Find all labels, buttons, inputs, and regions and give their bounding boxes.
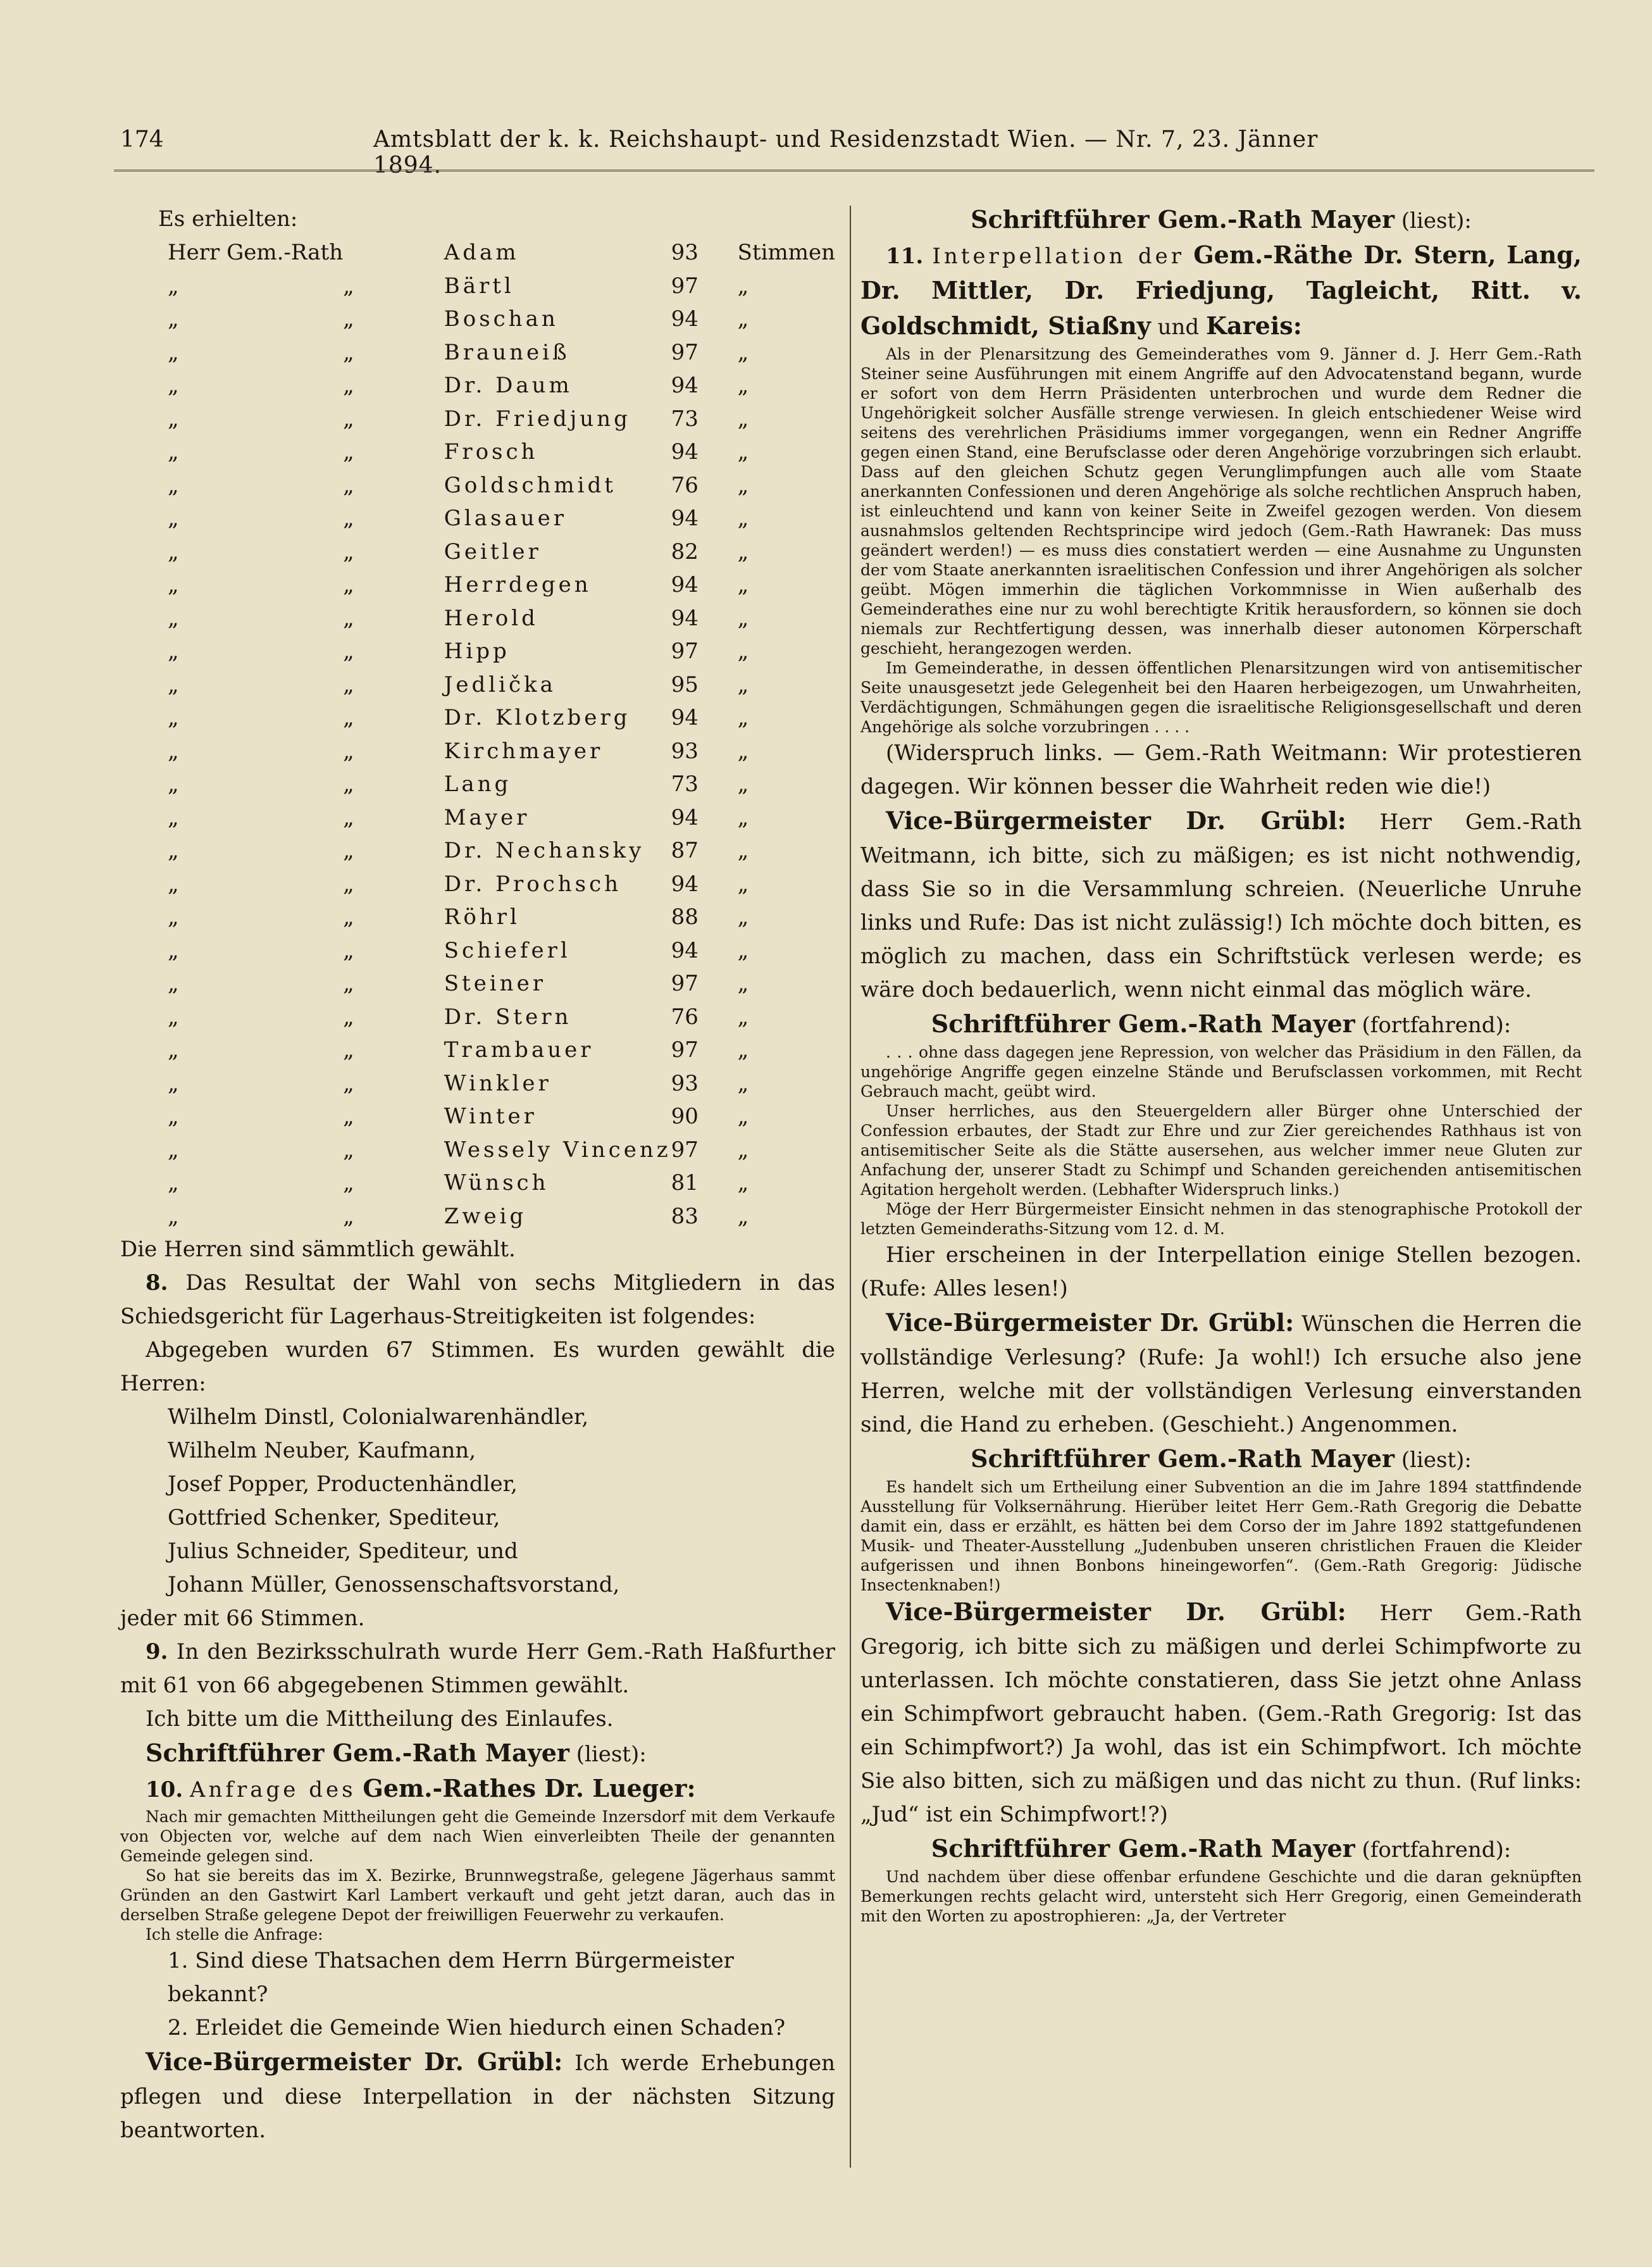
speech-text: Herr Gem.-Rath Weitmann, ich bitte, sich zu mäßigen; es ist nicht nothwendig, dass Sie so in die Versammlung schreien. (Neuerliche Unruhe links und Rufe: Das ist nicht zulässig!) Ich möchte doch bitten, es möglich zu machen, dass ein Schriftstück verlesen werde; es wäre doch bedauerlich, wenn nicht einmal das möglich wäre.: [860, 809, 1582, 1002]
vote-unit: „: [737, 1037, 749, 1063]
vote-unit: „: [737, 306, 749, 332]
vote-count: 97: [671, 1137, 699, 1163]
vote-ditto: „: [343, 671, 354, 697]
vote-ditto: „: [343, 1104, 354, 1130]
vote-unit: „: [737, 671, 749, 697]
vote-honorific: „: [168, 539, 179, 565]
vote-row: [168, 403, 835, 436]
elected-name: Julius Schneider, Spediteur, und: [168, 1539, 518, 1564]
vote-unit: „: [737, 639, 749, 665]
vote-unit: „: [737, 838, 749, 864]
interjection: Hier erscheinen in der Interpellation einige Stellen bezogen. (Rufe: Alles lesen!): [860, 1242, 1582, 1301]
vote-ditto: „: [343, 1004, 354, 1030]
item-11-last: Kareis:: [1206, 311, 1302, 340]
vote-row: [168, 303, 835, 336]
item-11-und: und: [1157, 315, 1200, 340]
vote-row: [168, 934, 835, 968]
item-11-paragraph: Als in der Plenarsitzung des Gemeinderathes vom 9. Jänner d. J. Herr Gem.-Rath Steiner seine Ausführungen mit einem Angriffe auf den Advocatenstand begann, wurde er sofort von dem Herrn Präsidenten unterbrochen und wurde dem Redner die Ungehörigkeit solcher Ausfälle strenge verwiesen. In gleich entschiedener Weise wird seitens des verehrlichen Präsidiums immer vorgegangen, wenn ein Redner Angriffe gegen einen Stand, eine Berufsclasse oder deren Angehörige vorzubringen sich erlaubt. Dass auf den gleichen Schutz gegen Verunglimpfungen auch alle vom Staate anerkannten Confessionen und deren Angehörige als solche rechtlichen Anspruch haben, ist einleuchtend und kann von keiner Seite in Zweifel gezogen werden. Von diesem ausnahmslos geltenden Rechtsprincipe wird jedoch (Gem.-Rath Hawranek: Das muss geändert werden!) — es muss dies constatiert werden — eine Ausnahme zu Ungunsten der vom Staate anerkannten israelitischen Confession und ihrer Angehörigen als solcher geübt. Mögen immerhin die täglichen Vorkommnisse in Wien außerhalb des Gemeinderathes eine nur zu wohl berechtigte Kritik herausfordern, so können sie doch niemals zur Rechtfertigung dessen, was innerhalb dieser autonomen Körperschaft geschieht, herangezogen werden.: [860, 345, 1582, 658]
vote-ditto: „: [343, 1203, 354, 1229]
vote-count: 97: [671, 971, 699, 997]
vote-unit: „: [737, 406, 749, 432]
left-column: [120, 203, 835, 2147]
vote-row: [168, 701, 835, 735]
page-number: 174: [120, 127, 164, 153]
vote-row: [168, 1034, 835, 1067]
vote-name: Trambauer: [444, 1037, 594, 1063]
speech-text: Herr Gem.-Rath Gregorig, ich bitte sich zu mäßigen und derlei Schimpfworte zu unterlassen. Ich möchte constatieren, dass Sie jetzt ohne Anlass ein Schimpfwort gebraucht haben. (Gem.-Rath Gregorig: Ist das ein Schimpfwort?) Ja wohl, das ist ein Schimpfwort. Ich möchte Sie also bitten, sich zu mäßigen und das nicht zu thun. (Ruf links: „Jud“ ist ein Schimpfwort!?): [860, 1601, 1582, 1827]
vote-row: [168, 236, 835, 270]
speaker-name: Vice-Bürgermeister Dr. Grübl:: [146, 2047, 563, 2076]
item-10-number: 10.: [146, 1777, 183, 1802]
vote-ditto: „: [343, 572, 354, 598]
item-10-paragraph: Nach mir gemachten Mittheilungen geht die Gemeinde Inzersdorf mit dem Verkaufe von Objecten vor, welche auf dem nach Wien einverleibten Theile der genannten Gemeinde gelegen sind.: [120, 1808, 835, 1865]
vote-row: [168, 270, 835, 303]
vote-unit: „: [737, 439, 749, 465]
vote-row: [168, 901, 835, 934]
vote-row: [168, 1067, 835, 1101]
item-10-speaker: Gem.-Rathes Dr. Lueger:: [363, 1774, 696, 1802]
vote-count: 93: [671, 1070, 699, 1096]
speaker-name: Vice-Bürgermeister Dr. Grübl:: [886, 1597, 1346, 1626]
vote-name: Winter: [444, 1104, 537, 1130]
vote-count: 94: [671, 871, 699, 897]
speaker-note: (fortfahrend):: [1362, 1837, 1512, 1863]
item-11-prefix: Interpellation der: [932, 244, 1184, 269]
speaker-note: (liest):: [1401, 1447, 1472, 1473]
vote-row: [168, 535, 835, 569]
vote-unit: „: [737, 871, 749, 897]
vote-name: Schieferl: [444, 937, 571, 963]
vote-ditto: „: [343, 639, 354, 665]
vote-name: Boschan: [444, 306, 559, 332]
vote-unit: „: [737, 1137, 749, 1163]
vote-unit: „: [737, 539, 749, 565]
elected-line: Die Herren sind sämmtlich gewählt.: [120, 1237, 516, 1262]
vote-count: 94: [671, 705, 699, 731]
votes-table: [168, 236, 835, 1233]
vote-unit: „: [737, 1203, 749, 1229]
vote-unit: „: [737, 738, 749, 764]
publication-title: Amtsblatt der k. k. Reichshaupt- und Residenzstadt Wien. — Nr. 7, 23. Jänner 1894.: [373, 127, 1319, 178]
vote-count: 97: [671, 273, 699, 299]
item-8-end: jeder mit 66 Stimmen.: [120, 1606, 365, 1631]
secretary-continues-1: [860, 1007, 1582, 1042]
item-9-text: In den Bezirksschulrath wurde Herr Gem.-Rath Haßfurther mit 61 von 66 abgegebenen Stimmen gewählt.: [120, 1639, 835, 1698]
vote-count: 94: [671, 506, 699, 532]
vote-count: 93: [671, 240, 699, 266]
vote-name: Dr. Nechansky: [444, 838, 645, 864]
vote-honorific: „: [168, 439, 179, 465]
item-10-paragraph: So hat sie bereits das im X. Bezirke, Brunnwegstraße, gelegene Jägerhaus sammt Gründen an den Gastwirt Karl Lambert verkauft und geht jetzt daran, auch das in derselben Straße gelegene Depot der freiwilligen Feuerwehr zu verkaufen.: [120, 1866, 835, 1924]
vote-name: Dr. Friedjung: [444, 406, 631, 432]
vote-name: Geitler: [444, 539, 542, 565]
vote-honorific: „: [168, 339, 179, 365]
right-column: [860, 203, 1582, 1926]
vote-unit: „: [737, 705, 749, 731]
vote-count: 90: [671, 1104, 699, 1130]
vote-ditto: „: [343, 871, 354, 897]
vote-row: [168, 834, 835, 868]
vote-honorific: „: [168, 406, 179, 432]
vice-mayor-reply-4: [860, 1595, 1582, 1832]
vote-honorific: Herr Gem.-Rath: [168, 240, 344, 266]
column-divider: [850, 206, 851, 2168]
vote-honorific: „: [168, 373, 179, 399]
header-rule: [114, 170, 1594, 172]
vote-row: [168, 735, 835, 768]
votes-intro: Es erhielten:: [158, 206, 298, 232]
vote-honorific: „: [168, 605, 179, 631]
vote-unit: „: [737, 572, 749, 598]
vote-ditto: „: [343, 439, 354, 465]
speaker-name: Schriftführer Gem.-Rath Mayer: [931, 1009, 1355, 1038]
interpellation-paragraph: Möge der Herr Bürgermeister Einsicht nehmen in das stenographische Protokoll der letzten Gemeinderaths-Sitzung vom 12. d. M.: [860, 1200, 1582, 1238]
vote-count: 82: [671, 539, 699, 565]
vote-count: 94: [671, 605, 699, 631]
vote-ditto: „: [343, 339, 354, 365]
vote-unit: „: [737, 1070, 749, 1096]
vote-unit: „: [737, 339, 749, 365]
vote-row: [168, 336, 835, 370]
vote-unit: „: [737, 605, 749, 631]
vote-count: 97: [671, 639, 699, 665]
item-9: [120, 1635, 835, 1702]
secretary-continues-2: [860, 1832, 1582, 1867]
elected-name: Wilhelm Dinstl, Colonialwarenhändler,: [168, 1404, 589, 1430]
vote-ditto: „: [343, 605, 354, 631]
vote-honorific: „: [168, 273, 179, 299]
vote-row: [168, 1200, 835, 1233]
vote-count: 87: [671, 838, 699, 864]
vote-name: Dr. Klotzberg: [444, 705, 631, 731]
speaker-name: Schriftführer Gem.-Rath Mayer: [146, 1739, 569, 1767]
speech-text: Wünschen die Herren die vollständige Verlesung? (Rufe: Ja wohl!) Ich ersuche also jene Herren, welche mit der vollständigen Verlesung einverstanden sind, die Hand zu erheben. (Geschieht.) Angenommen.: [860, 1311, 1582, 1437]
vote-ditto: „: [343, 705, 354, 731]
vote-ditto: „: [343, 1170, 354, 1196]
item-11-number: 11.: [886, 244, 924, 269]
vote-count: 81: [671, 1170, 699, 1196]
vote-ditto: „: [343, 804, 354, 830]
interpellation-paragraph: . . . ohne dass dagegen jene Repression, von welcher das Präsidium in den Fällen, da ungehörige Angriffe gegen einzelne Stände und Berufsclassen vorkommen, mit Recht Gebrauch macht, geübt wird.: [860, 1043, 1582, 1101]
vote-honorific: „: [168, 1104, 179, 1130]
vote-honorific: „: [168, 306, 179, 332]
vote-honorific: „: [168, 1137, 179, 1163]
vote-count: 73: [671, 406, 699, 432]
vote-row: [168, 1166, 835, 1200]
vote-name: Winkler: [444, 1070, 552, 1096]
vote-name: Goldschmidt: [444, 472, 616, 498]
vote-name: Hipp: [444, 639, 510, 665]
vote-unit: „: [737, 771, 749, 797]
vote-ditto: „: [343, 273, 354, 299]
speech-text: Ich werde Erhebungen pflegen und diese Interpellation in der nächsten Sitzung beantworten.: [120, 2051, 835, 2143]
vote-name: Steiner: [444, 971, 546, 997]
vote-name: Frosch: [444, 439, 538, 465]
vote-honorific: „: [168, 937, 179, 963]
vote-row: [168, 1001, 835, 1034]
vote-row: [168, 868, 835, 901]
question-2: 2. Erleidet die Gemeinde Wien hiedurch einen Schaden?: [168, 2015, 786, 2040]
elected-name: Josef Popper, Productenhändler,: [168, 1471, 518, 1497]
item-8-votes: Abgegeben wurden 67 Stimmen. Es wurden gewählt die Herren:: [120, 1337, 835, 1396]
item-8-text: Das Resultat der Wahl von sechs Mitgliedern in das Schiedsgericht für Lagerhaus-Streitigkeiten ist folgendes:: [120, 1270, 835, 1329]
vote-count: 88: [671, 904, 699, 930]
interpellation-paragraph: Unser herrliches, aus den Steuergeldern aller Bürger ohne Unterschied der Confession erbautes, der Stadt zur Ehre und zur Zier gereichendes Rathhaus ist von antisemitischer Seite als die Stätte ausersehen, aus welcher immer neue Gluten zur Anfachung der, unserer Stadt zu Schimpf und Schanden gereichenden antisemitischen Agitation hergeholt werden. (Lebhafter Widerspruch links.): [860, 1102, 1582, 1199]
vote-unit: „: [737, 1004, 749, 1030]
vote-ditto: „: [343, 838, 354, 864]
vice-mayor-reply-3: [860, 1306, 1582, 1442]
vote-honorific: „: [168, 639, 179, 665]
vote-row: [168, 435, 835, 469]
vote-ditto: „: [343, 738, 354, 764]
item-10-heading: [120, 1771, 835, 1807]
vote-honorific: „: [168, 1203, 179, 1229]
vote-honorific: „: [168, 904, 179, 930]
vote-ditto: „: [343, 771, 354, 797]
vote-name: Herrdegen: [444, 572, 592, 598]
elected-name: Gottfried Schenker, Spediteur,: [168, 1505, 500, 1530]
vice-mayor-reply-1: [120, 2045, 835, 2147]
vote-ditto: „: [343, 539, 354, 565]
vote-ditto: [343, 236, 444, 270]
vote-honorific: „: [168, 1037, 179, 1063]
vote-row: [168, 369, 835, 403]
elected-names: [120, 1401, 835, 1602]
vote-name: Wünsch: [444, 1170, 549, 1196]
vote-ditto: „: [343, 373, 354, 399]
vote-unit: „: [737, 373, 749, 399]
vote-honorific: „: [168, 572, 179, 598]
interpellation-paragraph: Und nachdem über diese offenbar erfundene Geschichte und die daran geknüpften Bemerkungen rechts gelacht wird, untersteht sich Herr Gregorig, einen Gemeinderath mit den Worten zu apostrophieren: „Ja, der Vertreter: [860, 1868, 1582, 1925]
item-11-paragraph: Im Gemeinderathe, in dessen öffentlichen Plenarsitzungen wird von antisemitischer Seite unausgesetzt jede Gelegenheit bei den Haaren herbeigezogen, um Unwahrheiten, Verdächtigungen, Schmähungen gegen die israelitische Religionsgesellschaft und deren Angehörige als solche vorzubringen . . . .: [860, 659, 1582, 736]
speaker-name: Schriftführer Gem.-Rath Mayer: [971, 1444, 1395, 1473]
vote-honorific: „: [168, 771, 179, 797]
vote-row: [168, 602, 835, 635]
vote-name: Glasauer: [444, 506, 568, 532]
question-1: 1. Sind diese Thatsachen dem Herrn Bürgermeister bekannt?: [168, 1948, 734, 2007]
vote-row: [168, 1100, 835, 1134]
vote-count: 73: [671, 771, 699, 797]
vote-ditto: „: [343, 971, 354, 997]
item-9-number: 9.: [146, 1639, 168, 1664]
vote-name: Bärtl: [444, 273, 514, 299]
vote-unit: „: [737, 472, 749, 498]
vote-honorific: „: [168, 871, 179, 897]
vote-honorific: „: [168, 1170, 179, 1196]
item-9-request: Ich bitte um die Mittheilung des Einlaufes.: [146, 1706, 614, 1732]
vote-name: Herold: [444, 605, 538, 631]
speaker-name: Vice-Bürgermeister Dr. Grübl:: [886, 1308, 1295, 1337]
vote-honorific: „: [168, 506, 179, 532]
vote-unit: „: [737, 971, 749, 997]
interpellation-paragraph: Es handelt sich um Ertheilung einer Subvention an die im Jahre 1894 stattfindende Ausstellung für Volksernährung. Hierüber leitet Herr Gem.-Rath Gregorig die Debatte damit ein, dass er erzählt, es hätten bei dem Corso der im Jahre 1892 stattgefundenen Musik- und Theater-Ausstellung „Judenbuben unseren christlichen Frauen die Kleider aufgerissen und ihnen Bonbons hineingeworfen“. (Gem.-Rath Gregorig: Jüdische Insectenknaben!): [860, 1478, 1582, 1594]
vote-name: Mayer: [444, 804, 530, 830]
speaker-name: Schriftführer Gem.-Rath Mayer: [931, 1834, 1355, 1863]
vote-ditto: „: [343, 1137, 354, 1163]
vote-name: Dr. Prochsch: [444, 871, 622, 897]
vote-ditto: „: [343, 506, 354, 532]
secretary-reads-1: [120, 1736, 835, 1771]
item-11-speakers: Gem.-Räthe Dr. Stern, Lang, Dr. Mittler, Dr. Friedjung, Tagleicht, Ritt. v. Goldschmidt, Stiaßny: [860, 240, 1582, 340]
vote-unit: „: [737, 1104, 749, 1130]
vote-unit: „: [737, 804, 749, 830]
vote-honorific: „: [168, 671, 179, 697]
item-8-number: 8.: [146, 1270, 168, 1296]
vote-ditto: „: [343, 306, 354, 332]
item-10-paragraph: Ich stelle die Anfrage:: [146, 1925, 323, 1944]
vote-honorific: „: [168, 705, 179, 731]
vote-row: [168, 469, 835, 503]
vote-name: Lang: [444, 771, 512, 797]
vote-unit: „: [737, 273, 749, 299]
vote-honorific: „: [168, 1070, 179, 1096]
vote-unit: „: [737, 1170, 749, 1196]
vote-name: Wessely Vincenz: [444, 1137, 671, 1163]
vote-ditto: „: [343, 472, 354, 498]
vote-honorific: „: [168, 804, 179, 830]
vote-honorific: „: [168, 971, 179, 997]
elected-name: Johann Müller, Genossenschaftsvorstand,: [168, 1572, 620, 1597]
vote-count: 94: [671, 373, 699, 399]
speaker-name: Schriftführer Gem.-Rath Mayer: [971, 205, 1395, 234]
vote-row: [168, 768, 835, 801]
vote-ditto: „: [343, 1070, 354, 1096]
vote-ditto: „: [343, 406, 354, 432]
vote-row: [168, 668, 835, 702]
vote-ditto: „: [343, 904, 354, 930]
elected-name: Wilhelm Neuber, Kaufmann,: [168, 1438, 476, 1463]
vote-row: [168, 635, 835, 668]
secretary-reads-3: [860, 1442, 1582, 1477]
vote-row: [168, 801, 835, 835]
vote-name: Brauneiß: [444, 339, 570, 365]
vote-honorific: „: [168, 1004, 179, 1030]
vote-ditto: „: [343, 1037, 354, 1063]
vote-unit: „: [737, 506, 749, 532]
vote-unit: „: [737, 904, 749, 930]
speaker-note: (fortfahrend):: [1362, 1013, 1512, 1038]
vice-mayor-reply-2: [860, 804, 1582, 1007]
speaker-note: (liest):: [576, 1742, 647, 1767]
vote-count: 94: [671, 937, 699, 963]
vote-honorific: „: [168, 472, 179, 498]
item-11-heading: [860, 238, 1582, 344]
vote-count: 94: [671, 804, 699, 830]
vote-honorific: „: [168, 738, 179, 764]
vote-count: 83: [671, 1203, 699, 1229]
vote-name: Röhrl: [444, 904, 520, 930]
vote-name: Dr. Daum: [444, 373, 573, 399]
vote-count: 76: [671, 472, 699, 498]
vote-unit: Stimmen: [737, 240, 835, 266]
interjection: (Widerspruch links. — Gem.-Rath Weitmann: Wir protestieren dagegen. Wir können besser die Wahrheit reden wie die!): [860, 740, 1582, 799]
speaker-note: (liest):: [1401, 208, 1472, 234]
vote-name: Kirchmayer: [444, 738, 604, 764]
item-10-prefix: Anfrage des: [189, 1777, 356, 1802]
vote-name: Adam: [444, 240, 519, 266]
vote-name: Jedlička: [444, 671, 556, 697]
item-8: [120, 1266, 835, 1333]
vote-count: 94: [671, 306, 699, 332]
vote-unit: „: [737, 937, 749, 963]
vote-name: Dr. Stern: [444, 1004, 572, 1030]
vote-count: 76: [671, 1004, 699, 1030]
speaker-name: Vice-Bürgermeister Dr. Grübl:: [886, 806, 1346, 835]
secretary-reads-2: [860, 203, 1582, 238]
vote-count: 97: [671, 1037, 699, 1063]
vote-name: Zweig: [444, 1203, 527, 1229]
vote-count: 94: [671, 572, 699, 598]
page-header: [120, 127, 1335, 178]
vote-count: 95: [671, 671, 699, 697]
vote-ditto: „: [343, 937, 354, 963]
vote-row: [168, 568, 835, 602]
vote-count: 93: [671, 738, 699, 764]
vote-honorific: „: [168, 838, 179, 864]
vote-row: [168, 502, 835, 535]
vote-count: 97: [671, 339, 699, 365]
vote-row: [168, 1134, 835, 1167]
vote-count: 94: [671, 439, 699, 465]
vote-row: [168, 967, 835, 1001]
